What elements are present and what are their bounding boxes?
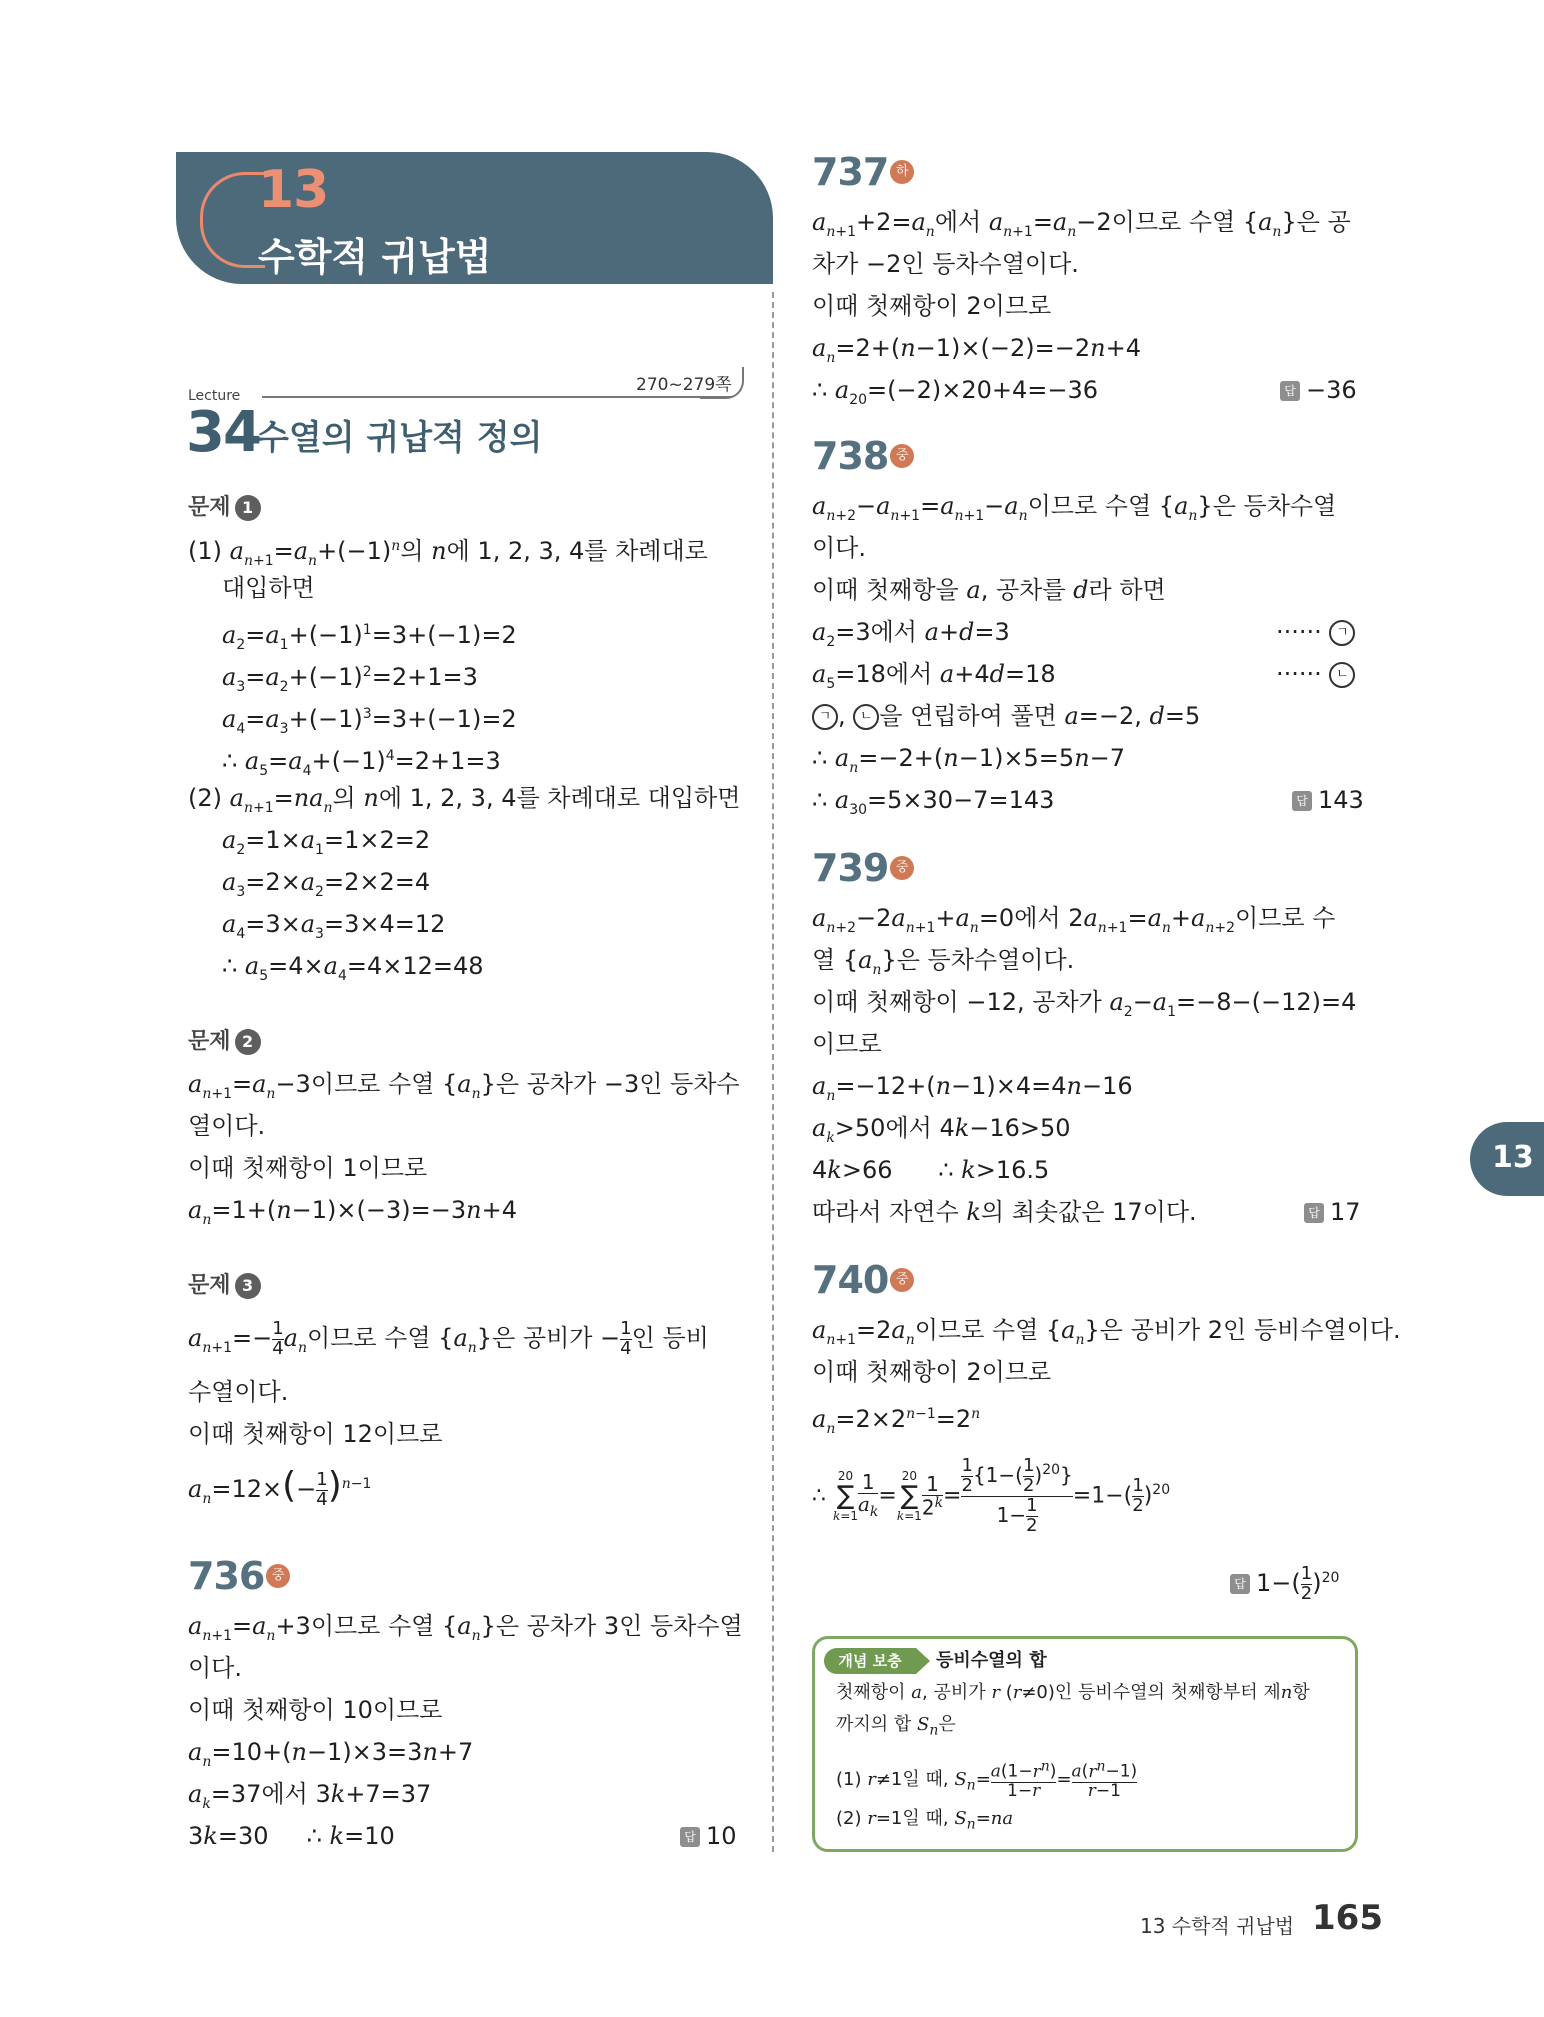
- text-line: $a_{n+1}=2a_n$이므로 수열 $\{a_n\}$은 공비가 2인 등비수열이다.: [812, 1316, 1401, 1348]
- question-1-heading: [188, 492, 261, 524]
- concept-formula-2: (2) r=1일 때, $S_n=na$: [836, 1808, 1014, 1833]
- text-line: $a_{n+1}=a_n-3$이므로 수열 $\{a_n\}$은 공차가 −3인 등차수: [188, 1070, 740, 1102]
- question-label: 문제: [188, 1273, 231, 1298]
- circle-marker: ㄴ: [1329, 662, 1355, 688]
- difficulty-badge: 하: [890, 160, 914, 184]
- question-label: 문제: [188, 1029, 231, 1054]
- fraction: $\frac{1}{2}$ {1−( $\frac{1}{2}$ )$^{20}$} 1− $\frac{1}{2}$: [961, 1455, 1073, 1536]
- chapter-side-tab: [1470, 1122, 1544, 1196]
- concept-tag-arrow: [916, 1648, 930, 1674]
- answer-label: 답: [680, 1827, 700, 1847]
- concept-title: 등비수열의 합: [936, 1650, 1047, 1671]
- question-number-badge: 3: [235, 1273, 261, 1299]
- fraction: $\frac{a(1-r^n)}{1-r}$: [990, 1758, 1057, 1801]
- lecture-pages: 270~279쪽: [636, 375, 732, 395]
- answer-value: 10: [706, 1822, 737, 1850]
- question-label: 문제: [188, 495, 231, 520]
- math-line: $a_5=18$에서 a+4d=18: [812, 660, 1056, 692]
- problem-740-heading: [812, 1258, 914, 1307]
- difficulty-badge: 중: [890, 856, 914, 880]
- math-line: ∴ $a_5=4\times a_4=4\times 12=48$: [222, 952, 484, 984]
- problem-number: 738: [812, 434, 889, 478]
- lecture-label: Lecture: [188, 388, 241, 404]
- text-line: $a_{n+2}-2a_{n+1}+a_n=0$에서 $2a_{n+1}=a_n+a_{n+2}$이므로 수: [812, 904, 1336, 936]
- text-line: 이때 첫째항이 2이므로: [812, 1358, 1052, 1386]
- text-line: 이때 첫째항이 10이므로: [188, 1696, 443, 1724]
- math-line: $a_2=3$에서 a+d=3: [812, 618, 1010, 650]
- chapter-number: 13: [258, 160, 329, 220]
- answer-value: 17: [1330, 1198, 1361, 1226]
- math-line: $a_n=2\times 2^{n-1}=2^n$: [812, 1405, 981, 1437]
- text-line: 이때 첫째항이 12이므로: [188, 1420, 443, 1448]
- fraction: $\frac{a(r^n-1)}{r-1}$: [1071, 1758, 1138, 1801]
- math-line: $a_n=-12+(n-1)\times 4=4n-16$: [812, 1072, 1133, 1104]
- text-line: 이때 첫째항이 −12, 공차가 $a_2-a_1=-8-(-12)=4$: [812, 988, 1357, 1020]
- fraction: $\frac{1}{4}$: [316, 1468, 328, 1510]
- equation-marker: ······ ㄴ: [1276, 658, 1355, 690]
- math-line: $a_n=12\times(-$ $\frac{1}{4}$ )$^{n-1}$: [188, 1465, 372, 1510]
- math-line: $a_k=37$에서 3k+7=37: [188, 1780, 432, 1812]
- concept-text: 까지의 합 $S_n$은: [836, 1714, 956, 1739]
- sum-symbol: 20 ∑ k=1: [833, 1469, 858, 1523]
- equation-marker: ······ ㄱ: [1276, 616, 1355, 648]
- question-2-heading: [188, 1026, 261, 1058]
- question-number-badge: 1: [235, 495, 261, 521]
- question-number-badge: 2: [235, 1029, 261, 1055]
- circle-marker: ㄱ: [1329, 620, 1355, 646]
- math-line: $a_4=a_3+(-1)^3=3+(-1)=2$: [222, 705, 517, 737]
- circle-marker: ㄴ: [853, 704, 879, 730]
- sum-formula: ∴ 20 ∑ k=1 $\frac{1}{a_k}$ = 20 ∑ k=1 $\frac{1}{2^k}$ = $\frac{1}{2}$ {1−( $\frac{1}{2}$ )$^{20}$} 1− $\frac{1}{2}$ =1−( $\frac{1}{2}$ )$^{20}$: [812, 1455, 1171, 1536]
- text-line: 열이다.: [188, 1112, 266, 1140]
- problem-number: 739: [812, 846, 889, 890]
- answer-738: [1292, 784, 1364, 816]
- text-line: 수열이다.: [188, 1378, 289, 1406]
- text-line: $a_{n+1}=a_n+3$이므로 수열 $\{a_n\}$은 공차가 3인 등차수열: [188, 1612, 743, 1644]
- math-line: 4k>66 ∴ k>16.5: [812, 1156, 1050, 1184]
- text-line: ㄱ , ㄴ 을 연립하여 풀면 a=−2, d=5: [812, 700, 1200, 732]
- lecture-number: 34: [186, 400, 260, 465]
- difficulty-badge: 중: [890, 444, 914, 468]
- problem-736-heading: [188, 1554, 290, 1603]
- text-line: 따라서 자연수 k의 최솟값은 17이다.: [812, 1198, 1197, 1226]
- answer-740: 답 1−( $\frac{1}{2}$ )$^{20}$: [1230, 1556, 1339, 1605]
- sum-symbol: 20 ∑ k=1: [896, 1469, 922, 1523]
- problem-number: 737: [812, 150, 889, 194]
- math-line: $a_2=a_1+(-1)^1=3+(-1)=2$: [222, 621, 517, 653]
- math-line: $a_4=3\times a_3=3\times 4=12$: [222, 910, 446, 942]
- answer-739: [1304, 1196, 1361, 1228]
- math-line: ∴ $a_{20}=(-2)\times 20+4=-36$: [812, 376, 1099, 408]
- math-line: 3k=30 ∴ k=10: [188, 1822, 395, 1850]
- text-line: 이므로: [812, 1030, 882, 1058]
- fraction: $\frac{1}{4}$: [272, 1317, 284, 1359]
- page-number: 165: [1312, 1898, 1383, 1938]
- column-divider: [772, 292, 774, 1852]
- text-line: 차가 −2인 등차수열이다.: [812, 250, 1079, 278]
- text-line: (1) $a_{n+1}=a_n+(-1)^n$의 n에 1, 2, 3, 4를 차례대로: [188, 537, 708, 569]
- math-line: $a_n=10+(n-1)\times 3=3n+7$: [188, 1738, 474, 1770]
- answer-label: 답: [1280, 381, 1300, 401]
- fraction: $\frac{1}{2^k}$: [921, 1472, 944, 1520]
- answer-736: [680, 1820, 737, 1852]
- problem-739-heading: [812, 846, 914, 895]
- text-line: 이다.: [812, 534, 866, 562]
- text-line: 이때 첫째항이 1이므로: [188, 1154, 428, 1182]
- fraction: $\frac{1}{a_k}$: [857, 1470, 879, 1521]
- answer-label: 답: [1230, 1574, 1250, 1594]
- math-line: $a_n=1+(n-1)\times(-3)=-3n+4$: [188, 1196, 517, 1228]
- text-line: $a_{n+1}+2=a_n$에서 $a_{n+1}=a_n-2$이므로 수열 $\{a_n\}$은 공: [812, 208, 1351, 240]
- math-line: ∴ $a_n=-2+(n-1)\times 5=5n-7$: [812, 744, 1126, 776]
- answer-737: [1280, 374, 1357, 406]
- lecture-title: 수열의 귀납적 정의: [256, 418, 543, 458]
- text-line: (2) $a_{n+1}=na_n$의 n에 1, 2, 3, 4를 차례대로 대입하면: [188, 784, 741, 816]
- question-3-heading: [188, 1270, 261, 1302]
- math-line: $a_3=2\times a_2=2\times 2=4$: [222, 868, 431, 900]
- lecture-bracket: [700, 367, 744, 399]
- math-line: ∴ $a_5=a_4+(-1)^4=2+1=3$: [222, 747, 501, 779]
- text-line: $a_{n+1}=-$ $\frac{1}{4}$ $a_n$이므로 수열 $\{a_n\}$은 공비가 − $\frac{1}{4}$ 인 등비: [188, 1317, 709, 1359]
- math-line: $a_2=1\times a_1=1\times 2=2$: [222, 826, 431, 858]
- difficulty-badge: 중: [890, 1268, 914, 1292]
- text-line: 대입하면: [222, 574, 315, 602]
- text-line: 이때 첫째항이 2이므로: [812, 292, 1052, 320]
- problem-number: 740: [812, 1258, 889, 1302]
- chapter-title: 수학적 귀납법: [258, 235, 492, 279]
- concept-text: 첫째항이 a, 공비가 r (r≠0)인 등비수열의 첫째항부터 제n항: [836, 1682, 1310, 1703]
- footer-chapter-title: 13 수학적 귀납법: [1140, 1914, 1295, 1938]
- fraction: $\frac{1}{2}$: [1132, 1474, 1144, 1516]
- problem-number: 736: [188, 1554, 265, 1598]
- answer-value: 143: [1318, 786, 1364, 814]
- answer-label: 답: [1304, 1203, 1324, 1223]
- text-line: 이때 첫째항을 a, 공차를 d라 하면: [812, 576, 1166, 604]
- concept-formula-1: (1) r≠1일 때, $S_n=$ $\frac{a(1-r^n)}{1-r}$ = $\frac{a(r^n-1)}{r-1}$: [836, 1758, 1138, 1801]
- text-line: 열 $\{a_n\}$은 등차수열이다.: [812, 946, 1075, 978]
- fraction: $\frac{1}{2}$: [1300, 1562, 1313, 1604]
- math-line: $a_n=2+(n-1)\times(-2)=-2n+4$: [812, 334, 1141, 366]
- lecture-rule: [262, 396, 732, 398]
- text-line: $a_{n+2}-a_{n+1}=a_{n+1}-a_n$이므로 수열 $\{a_n\}$은 등차수열: [812, 492, 1337, 524]
- math-line: ∴ $a_{30}=5\times 30-7=143$: [812, 786, 1055, 818]
- problem-738-heading: [812, 434, 914, 483]
- answer-value: −36: [1306, 376, 1357, 404]
- fraction: $\frac{1}{4}$: [620, 1317, 632, 1359]
- side-tab-label: 13: [1492, 1140, 1534, 1175]
- math-line: $a_3=a_2+(-1)^2=2+1=3$: [222, 663, 478, 695]
- difficulty-badge: 중: [266, 1564, 290, 1588]
- circle-marker: ㄱ: [812, 704, 838, 730]
- problem-737-heading: [812, 150, 914, 199]
- text-line: 이다.: [188, 1654, 242, 1682]
- concept-tag: 개념 보충: [824, 1648, 916, 1674]
- answer-label: 답: [1292, 791, 1312, 811]
- math-line: $a_k>50$에서 4k−16>50: [812, 1114, 1071, 1146]
